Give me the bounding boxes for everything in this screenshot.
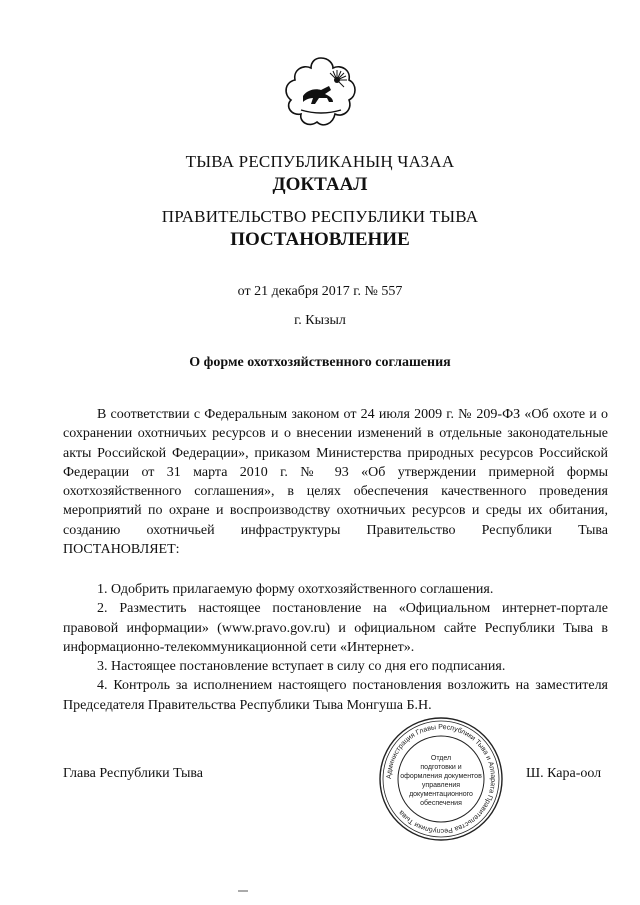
header-doktaal: ДОКТААЛ: [272, 174, 368, 195]
list-item: 1. Одобрить прилагаемую форму охотхозяйственного соглашения.: [97, 582, 494, 597]
list-item: 3. Настоящее постановление вступает в силу со дня его подписания.: [97, 659, 506, 675]
date-number: от 21 декабря 2017 г. № 557: [237, 284, 403, 299]
scan-artifact: [238, 890, 248, 892]
stamp-line: обеспечения: [420, 800, 462, 807]
signatory-name: Ш. Кара-оол: [526, 766, 602, 781]
stamp-line: документационного: [409, 791, 473, 798]
stamp-ring-text: Администрация Главы Республики Тыва и Аппарата Правительства Республики Тыва: [385, 723, 497, 835]
header-government: ПРАВИТЕЛЬСТВО РЕСПУБЛИКИ ТЫВА: [161, 207, 479, 226]
list-item: 4. Контроль за исполнением настоящего постановления возложить на заместителя Председателя Правительства Республики Тыва Монгуша Б.Н.: [63, 678, 608, 713]
stamp-line: подготовки и: [420, 764, 462, 771]
official-stamp: [377, 715, 505, 843]
preamble-paragraph: В соответствии с Федеральным законом от 24 июля 2009 г. № 209-ФЗ «Об охоте и о сохранении охотничьих ресурсов и о внесении изменений в отдельные законодательные акты Российской Федерации», приказом Министерства природных ресурсов Российской Федерации от 31 марта 2010 г. № 93 «Об утверждении примерной формы охотхозяйственного соглашения», в целях обеспечения качественного проведения мероприятий по охране и воспроизводству охотничьих ресурсов и среды их обитания, созданию охотничьей инфраструктуры Правительство Республики Тыва ПОСТАНОВЛЯЕТ:: [63, 407, 608, 558]
resolution-items: [63, 580, 608, 715]
header-tyva-government: ТЫВА РЕСПУБЛИКАНЫҢ ЧАЗАА: [185, 152, 455, 171]
list-item: 2. Разместить настоящее постановление на «Официальном интернет-портале правовой информации» (www.pravo.gov.ru) и официальном сайте Республики Тыва в информационно-телекоммуникационной сети «Интернет».: [63, 601, 608, 655]
city: г. Кызыл: [294, 313, 346, 328]
stamp-line: Отдел: [430, 755, 452, 762]
signatory-position: Глава Республики Тыва: [63, 766, 204, 781]
stamp-line: управления: [421, 782, 461, 789]
header-postanovlenie: ПОСТАНОВЛЕНИЕ: [230, 229, 410, 250]
document-title: О форме охотхозяйственного соглашения: [189, 355, 451, 370]
coat-of-arms-emblem: [281, 52, 361, 132]
stamp-line: оформления документов: [400, 773, 482, 780]
